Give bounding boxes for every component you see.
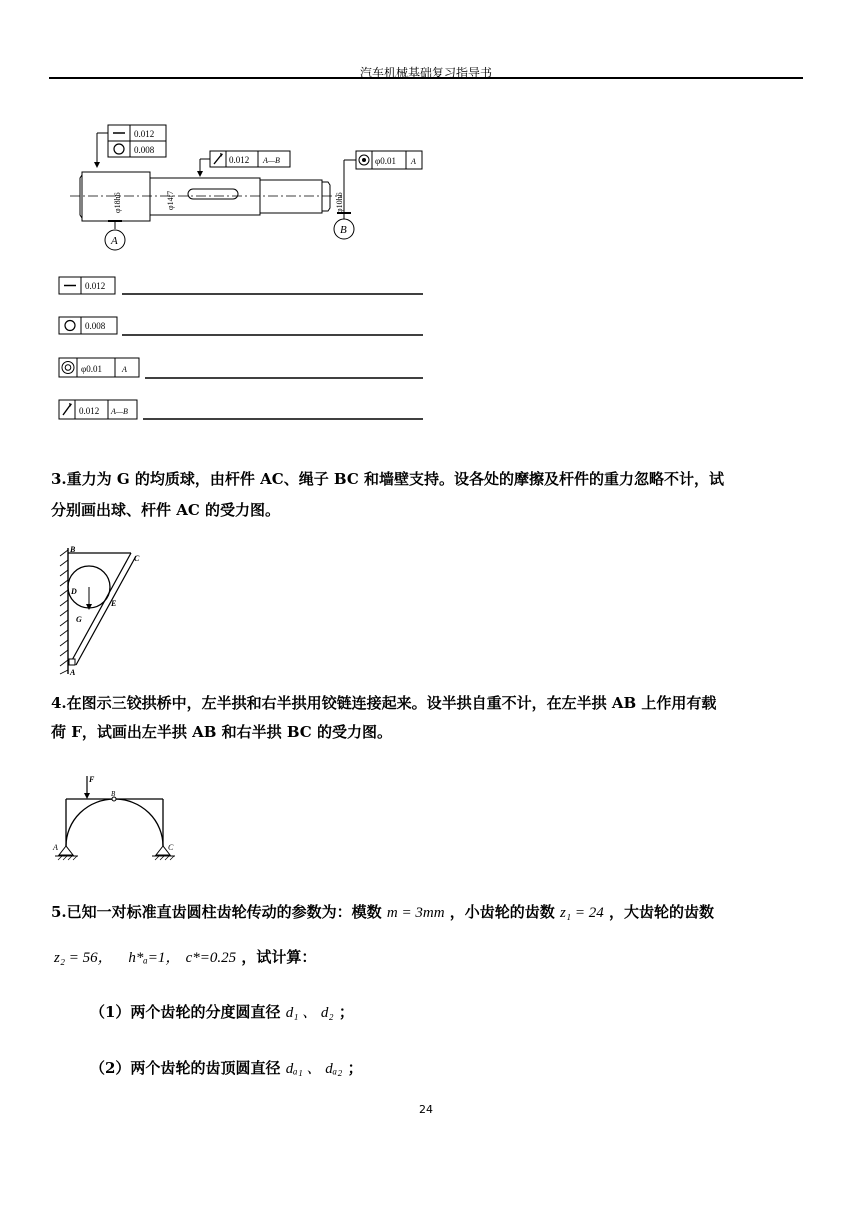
answer-row-straightness (59, 277, 423, 294)
page-number: 24 (419, 1103, 433, 1116)
q5-line-1-text-a: 5.已知一对标准直齿圆柱齿轮传动的参数为：模数 (51, 903, 382, 921)
runout-value: 0.012 (229, 155, 250, 165)
q4-line-1: 4.在图示三铰拱桥中，左半拱和右半拱用铰链连接起来。设半拱自重不计，在左半拱 AB 上作用有载 (51, 694, 717, 712)
q5-sub-1-end: ； (338, 1003, 354, 1021)
answer-rows (55, 272, 430, 427)
q5-sub-1 (90, 997, 354, 1029)
q4-line-2: 荷 F，试画出左半拱 AB 和右半拱 BC 的受力图。 (51, 723, 392, 741)
q5-module: m = 3mm (386, 905, 445, 921)
datum-b-marker (334, 213, 354, 239)
arch (66, 799, 163, 846)
answer-row-3-datum: A (122, 365, 127, 374)
label-b: B (111, 790, 116, 798)
answer-row-runout (59, 400, 423, 419)
page-header: 汽车机械基础复习指导书 (359, 66, 492, 80)
label-a: A (70, 668, 76, 677)
answer-row-coaxiality (59, 358, 423, 378)
tolerance-frame-straightness-roundness (94, 125, 166, 168)
q5-ha: h*ₐ=1， (128, 950, 181, 966)
q5-sub-1-math: d₁ 、 d₂ (285, 1005, 334, 1021)
label-c: C (168, 843, 174, 852)
answer-row-2-value: 0.008 (85, 321, 106, 331)
support-a (55, 846, 78, 860)
label-f: F (89, 775, 95, 784)
label-b: B (70, 545, 76, 554)
roundness-icon (114, 144, 124, 154)
dim-d18: φ18h6 (113, 192, 122, 213)
q5-sub-2-math: dₐ₁ 、 dₐ₂ (285, 1061, 343, 1077)
tolerance-frame-runout (197, 151, 290, 177)
answer-row-1-value: 0.012 (85, 281, 106, 291)
coaxiality-datum: A (411, 157, 416, 166)
q5-line-1 (51, 897, 714, 929)
wall-hatching (60, 550, 68, 674)
label-c: C (134, 554, 140, 563)
q5-sub-2 (90, 1053, 363, 1085)
frame-top-value-2: 0.008 (134, 145, 155, 155)
q5-line-1-text-b: ，小齿轮的齿数 (449, 903, 555, 921)
q5-line-2-end: ，试计算： (241, 948, 317, 966)
datum-b-label: B (340, 224, 347, 236)
q5-sub-2-end: ； (347, 1059, 363, 1077)
q5-line-1-text-c: ，大齿轮的齿数 (608, 903, 714, 921)
label-e: E (111, 599, 117, 608)
q5-sub-1-text: （1）两个齿轮的分度圆直径 (90, 1003, 281, 1021)
q5-z2: z₂ = 56， (54, 950, 113, 966)
q3-line-2: 分别画出球、杆件 AC 的受力图。 (51, 501, 281, 519)
hinge-a (69, 659, 75, 665)
frame-top-value-1: 0.012 (134, 129, 155, 139)
q5-z1: z₁ = 24 (560, 905, 604, 921)
label-a: A (53, 843, 58, 852)
rod-ac-edge-2 (76, 556, 136, 665)
three-hinge-arch-figure (50, 770, 185, 865)
dim-d10: φ10h6 (335, 192, 344, 213)
tolerance-frame-coaxiality (344, 151, 422, 213)
datum-a-marker (105, 221, 125, 250)
runout-datum: A—B (263, 156, 280, 165)
q5-sub-2-text: （2）两个齿轮的齿顶圆直径 (90, 1059, 281, 1077)
coaxiality-value: φ0.01 (375, 156, 396, 166)
answer-row-roundness (59, 317, 423, 335)
answer-row-3-value: φ0.01 (81, 364, 102, 374)
roundness-icon (65, 321, 75, 331)
coaxiality-icon (62, 362, 74, 374)
q5-c: c*=0.25 (185, 950, 237, 966)
q3-line-1: 3.重力为 G 的均质球，由杆件 AC、绳子 BC 和墙壁支持。设各处的摩擦及杆件的重力忽略不计，试 (51, 470, 725, 488)
answer-row-4-value: 0.012 (79, 406, 100, 416)
label-d: D (71, 587, 77, 596)
datum-a-label: A (111, 235, 118, 247)
answer-row-4-datum: A—B (111, 407, 128, 416)
shaft-tolerance-figure (60, 118, 440, 253)
label-g: G (76, 615, 82, 624)
dim-d14: φ14f7 (166, 190, 175, 210)
ball-rod-figure (55, 544, 145, 679)
q5-line-2 (54, 942, 316, 974)
shaft-body (70, 172, 342, 221)
header-rule (49, 77, 803, 79)
